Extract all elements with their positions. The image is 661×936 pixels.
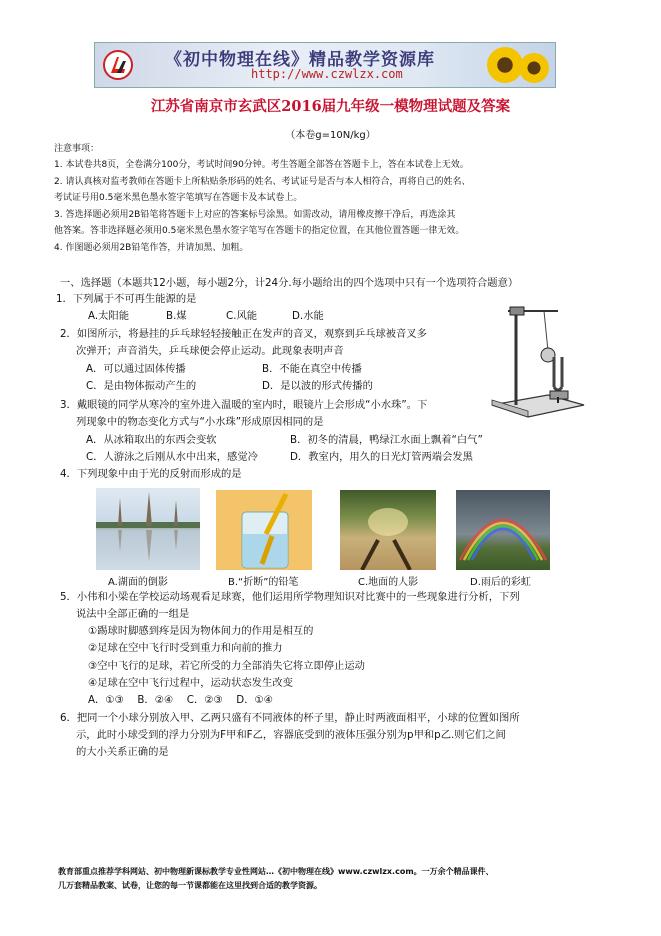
banner-url[interactable]: http://www.czwlzx.com xyxy=(251,67,403,81)
sunflower-icon xyxy=(519,53,549,83)
q5-item: ④足球在空中飞行过程中，运动状态发生改变 xyxy=(88,677,293,689)
q2-option: A．可以通过固体传播 xyxy=(86,363,186,375)
q5-item: ③空中飞行的足球，若它所受的力全部消失它将立即停止运动 xyxy=(88,660,365,672)
q5-line: 5．小伟和小梁在学校运动场观看足球赛，他们运用所学物理知识对比赛中的一些现象进行分析，下列 xyxy=(60,591,520,603)
q3-line: 列现象中的物态变化方式与“小水珠”形成原因相同的是 xyxy=(76,416,324,428)
q2-option: B．不能在真空中传播 xyxy=(262,363,362,375)
notes-line: 1. 本试卷共8页，全卷满分100分，考试时间90分钟。考生答题全部答在答题卡上，答在本试卷上无效。 xyxy=(54,160,469,170)
caption-c: C.地面的人影 xyxy=(358,577,419,588)
caption-d: D.雨后的彩虹 xyxy=(470,577,531,588)
q1-option: B.煤 xyxy=(166,310,187,322)
caption-a: A.湖面的倒影 xyxy=(108,577,168,588)
notes-heading: 注意事项： xyxy=(54,144,100,154)
page-title: 江苏省南京市玄武区2016届九年级一模物理试题及答案 xyxy=(150,98,511,115)
caption-b: B.“折断”的铅笔 xyxy=(228,577,299,588)
notes-line: 他答案。答非选择题必须用0.5毫米黑色墨水签字笔写在答题卡的指定位置，在其他位置答题一律无效。 xyxy=(54,226,465,236)
q3-line: 3．戴眼镜的同学从寒冷的室外进入温暖的室内时，眼镜片上会形成“小水珠”。下 xyxy=(60,399,428,411)
q5-item: ②足球在空中飞行时受到重力和向前的推力 xyxy=(88,642,283,654)
footer-line: 教育部重点推荐学科网站、初中物理新课标教学专业性网站…《初中物理在线》www.czwlzx.com。一万余个精品课件、 xyxy=(58,867,494,876)
section-heading: 一、选择题（本题共12小题，每小题2分，计24分.每小题给出的四个选项中只有一个选项符合题意） xyxy=(60,277,519,289)
tuning-fork-apparatus-figure xyxy=(488,297,588,419)
ground-shadow-photo xyxy=(340,490,436,570)
notes-line: 考试证号用0.5毫米黑色墨水签字笔填写在答题卡及本试卷上。 xyxy=(54,193,303,203)
q6-line: 的大小关系正确的是 xyxy=(76,746,169,758)
q1-option: C.风能 xyxy=(226,310,258,322)
q3-option: D．教室内，用久的日光灯管两端会发黑 xyxy=(290,451,473,463)
q5-options: A．①③ B．②④ C．②③ D．①④ xyxy=(88,694,273,706)
rainbow-photo xyxy=(456,490,550,570)
q1-option: D.水能 xyxy=(292,310,324,322)
site-banner xyxy=(94,42,556,88)
notes-line: 2. 请认真核对监考教师在答题卡上所粘贴条形码的姓名、考试证号是否与本人相符合，再将自己的姓名、 xyxy=(54,177,471,187)
broken-pencil-photo xyxy=(216,490,312,570)
footer-line: 几万套精品教案、试卷，让您的每一节课都能在这里找到合适的教学资源。 xyxy=(58,881,322,890)
q1-option: A.太阳能 xyxy=(88,310,130,322)
q6-line: 示，此时小球受到的浮力分别为F甲和F乙，容器底受到的液体压强分别为p甲和p乙.则它们之间 xyxy=(76,729,506,741)
q1-stem: 1．下列属于不可再生能源的是 xyxy=(56,293,197,305)
page-subtitle: （本卷g=10N/kg） xyxy=(285,130,376,141)
q4-stem: 4．下列现象中由于光的反射而形成的是 xyxy=(60,468,242,480)
sunflower-icon xyxy=(487,47,523,83)
q2-line: 次弹开；声音消失，乒乓球便会停止运动。此现象表明声音 xyxy=(76,345,344,357)
q2-option: D．是以波的形式传播的 xyxy=(262,380,373,392)
q3-option: A．从冰箱取出的东西会变软 xyxy=(86,434,217,446)
q6-line: 6．把同一个小球分别放入甲、乙两只盛有不同液体的杯子里，静止时两液面相平，小球的位置如图所 xyxy=(60,712,520,724)
q2-option: C．是由物体振动产生的 xyxy=(86,380,197,392)
q5-line: 说法中全部正确的一组是 xyxy=(76,608,190,620)
banner-title: 《初中物理在线》精品教学资源库 xyxy=(165,50,435,70)
q3-option: B．初冬的清晨，鸭绿江水面上飘着“白气” xyxy=(290,434,483,446)
q2-line: 2．如图所示，将悬挂的乒乓球轻轻接触正在发声的音叉，观察到乒乓球被音叉多 xyxy=(60,328,427,340)
lake-reflection-photo xyxy=(96,488,200,570)
site-logo-icon xyxy=(103,49,133,81)
q3-option: C．人游泳之后刚从水中出来，感觉冷 xyxy=(86,451,258,463)
q5-item: ①踢球时脚感到疼是因为物体间力的作用是相互的 xyxy=(88,625,314,637)
notes-line: 4. 作图题必须用2B铅笔作答，并请加黑、加粗。 xyxy=(54,243,249,253)
notes-line: 3. 答选择题必须用2B铅笔将答题卡上对应的答案标号涂黑。如需改动，请用橡皮擦干净后，再选涂其 xyxy=(54,210,456,220)
